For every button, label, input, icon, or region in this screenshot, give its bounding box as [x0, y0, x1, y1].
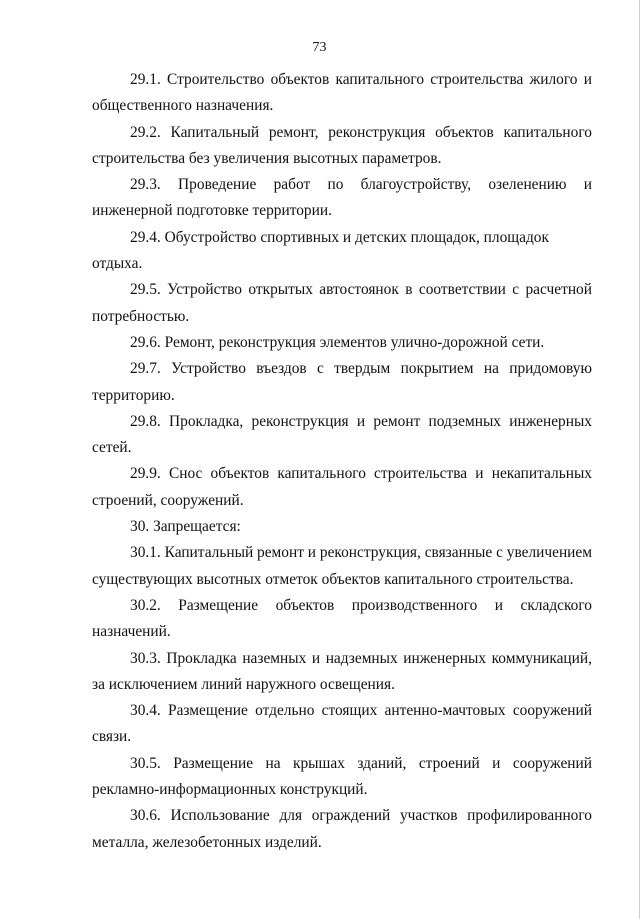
paragraph-30-1: 30.1. Капитальный ремонт и реконструкция, связанные с увеличением существующих высотных отметок объектов капитального строительства. — [92, 544, 592, 588]
paragraph-29-2: 29.2. Капитальный ремонт, реконструкция объектов капитального строительства без увеличения высотных параметров. — [92, 123, 592, 167]
paragraph-29-1: 29.1. Строительство объектов капитального строительства жилого и общественного назначения. — [92, 71, 592, 115]
paragraph-30: 30. Запрещается: — [130, 518, 241, 536]
paragraph-29-6: 29.6. Ремонт, реконструкция элементов улично-дорожной сети. — [130, 333, 545, 351]
paragraph-30-5: 30.5. Размещение на крышах зданий, строений и сооружений рекламно-информационных конструкций. — [92, 754, 592, 799]
document-body — [92, 67, 592, 856]
paragraph-29-7: 29.7. Устройство въездов с твердым покрытием на придомовую территорию. — [92, 360, 592, 404]
page-number: 73 — [312, 40, 327, 55]
paragraph-29-3: 29.3. Проведение работ по благоустройству, озеленению и инженерной подготовке территории. — [92, 176, 592, 220]
paragraph-30-6: 30.6. Использование для ограждений участков профилированного металла, железобетонных изделий. — [92, 807, 592, 851]
paragraph-29-9: 29.9. Снос объектов капитального строительства и некапитальных строений, сооружений. — [92, 465, 592, 509]
paragraph-29-5: 29.5. Устройство открытых автостоянок в соответствии с расчетной потребностью. — [92, 281, 592, 325]
paragraph-29-8: 29.8. Прокладка, реконструкция и ремонт подземных инженерных сетей. — [92, 412, 592, 457]
paragraph-30-2: 30.2. Размещение объектов производственного и складского назначений. — [92, 596, 592, 641]
paragraph-30-4: 30.4. Размещение отдельно стоящих антенно-мачтовых сооружений связи. — [92, 702, 592, 746]
paragraph-29-4: 29.4. Обустройство спортивных и детских площадок, площадок отдыха. — [92, 228, 549, 273]
paragraph-30-3: 30.3. Прокладка наземных и надземных инженерных коммуникаций, за исключением линий наружного освещения. — [92, 649, 592, 693]
